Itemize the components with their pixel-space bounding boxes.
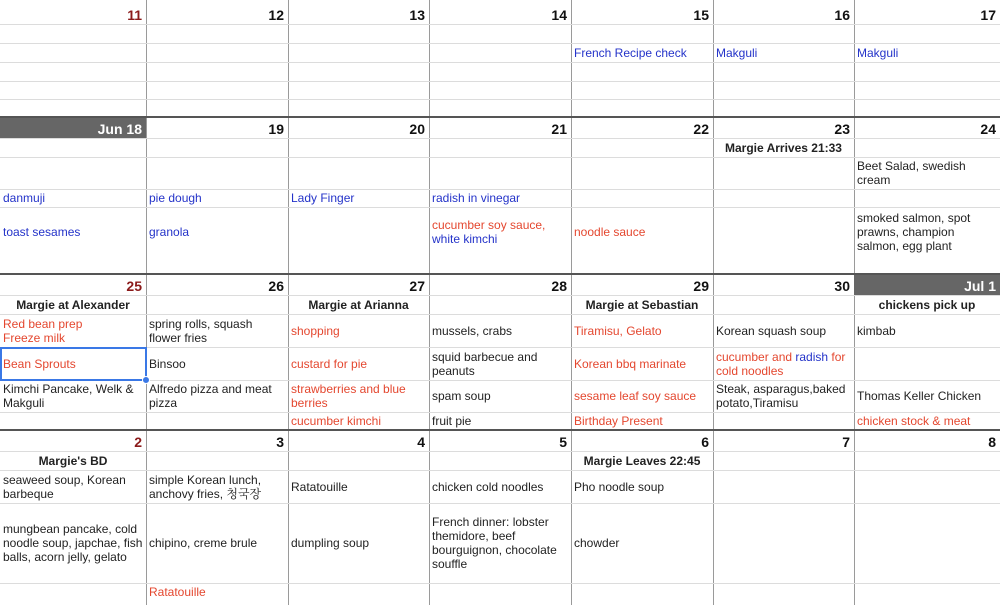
- day-number[interactable]: 26: [268, 278, 284, 294]
- event-cell[interactable]: pie dough: [149, 191, 202, 205]
- row-divider: [0, 99, 1000, 100]
- day-number[interactable]: 3: [276, 434, 284, 450]
- event-cell[interactable]: chowder: [574, 536, 620, 550]
- event-cell[interactable]: [429, 207, 571, 257]
- event-cell[interactable]: French Recipe check: [574, 45, 687, 60]
- week-row: [0, 118, 1000, 274]
- event-cell[interactable]: Birthday Present: [574, 413, 663, 428]
- day-number[interactable]: 6: [701, 434, 709, 450]
- event-cell[interactable]: chicken cold noodles: [432, 479, 544, 494]
- day-number[interactable]: 17: [980, 7, 996, 23]
- event-cell[interactable]: Makguli: [857, 45, 899, 60]
- event-text-blue: radish: [795, 349, 829, 364]
- event-text: [3, 317, 82, 345]
- day-number-month-start[interactable]: Jul 1: [854, 275, 1000, 295]
- row-divider: [0, 81, 1000, 82]
- event-cell[interactable]: mungbean pancake, cold noodle soup, japchae, fish balls, acorn jelly, gelato: [3, 522, 143, 564]
- day-header-event[interactable]: Margie Arrives 21:33: [725, 140, 842, 155]
- event-cell[interactable]: smoked salmon, spot prawns, champion salmon, egg plant: [857, 211, 971, 253]
- row-divider: [0, 295, 1000, 296]
- event-cell[interactable]: toast sesames: [3, 225, 81, 239]
- day-number[interactable]: 24: [980, 121, 996, 137]
- event-cell[interactable]: dumpling soup: [291, 536, 370, 550]
- event-cell[interactable]: noodle sauce: [574, 225, 646, 239]
- week-row: [0, 275, 1000, 430]
- day-number[interactable]: 22: [693, 121, 709, 137]
- event-text-red: cucumber and: [716, 349, 793, 364]
- event-cell[interactable]: [0, 314, 146, 347]
- day-number[interactable]: 20: [409, 121, 425, 137]
- day-header-event[interactable]: Margie at Alexander: [16, 297, 130, 312]
- event-text-red: cucumber soy sauce,: [432, 218, 546, 232]
- event-cell[interactable]: mussels, crabs: [432, 323, 513, 338]
- event-text-blue: white kimchi: [432, 232, 498, 246]
- event-cell[interactable]: Makguli: [716, 45, 758, 60]
- day-number[interactable]: 25: [126, 278, 142, 294]
- event-cell[interactable]: squid barbecue and peanuts: [432, 349, 538, 378]
- event-cell[interactable]: chipino, creme brule: [149, 536, 258, 550]
- day-header-event[interactable]: Margie at Arianna: [308, 297, 409, 312]
- day-number[interactable]: 11: [127, 7, 142, 23]
- week-row: [0, 431, 1000, 605]
- day-number[interactable]: 28: [551, 278, 567, 294]
- event-cell[interactable]: Binsoo: [149, 356, 186, 371]
- day-number[interactable]: 16: [834, 7, 850, 23]
- event-cell[interactable]: Thomas Keller Chicken: [857, 389, 982, 403]
- event-cell[interactable]: sesame leaf soy sauce: [574, 389, 697, 403]
- event-cell[interactable]: Korean squash soup: [716, 323, 827, 338]
- day-number[interactable]: 29: [693, 278, 709, 294]
- day-number[interactable]: 27: [409, 278, 425, 294]
- day-header-event[interactable]: Margie's BD: [38, 453, 108, 468]
- day-number-month-start[interactable]: Jun 18: [0, 118, 146, 138]
- day-header-event[interactable]: Margie at Sebastian: [585, 297, 699, 312]
- selected-cell[interactable]: Bean Sprouts: [0, 347, 147, 381]
- event-cell[interactable]: fruit pie: [432, 413, 472, 428]
- row-divider: [0, 451, 1000, 452]
- event-cell[interactable]: spam soup: [432, 389, 491, 403]
- row-divider: [0, 157, 1000, 158]
- row-divider: [0, 24, 1000, 25]
- day-number[interactable]: 30: [834, 278, 850, 294]
- day-number[interactable]: 21: [551, 121, 567, 137]
- event-cell[interactable]: shopping: [291, 323, 340, 338]
- event-cell[interactable]: Pho noodle soup: [574, 479, 665, 494]
- day-header-event[interactable]: Margie Leaves 22:45: [583, 453, 701, 468]
- day-number[interactable]: 12: [268, 7, 284, 23]
- event-line: Red bean prep: [3, 316, 83, 331]
- day-number[interactable]: 5: [559, 434, 567, 450]
- event-cell[interactable]: [713, 347, 854, 380]
- event-text-red: for cold noodles: [716, 349, 846, 378]
- day-number[interactable]: 7: [842, 434, 850, 450]
- event-cell[interactable]: custard for pie: [291, 356, 368, 371]
- day-number[interactable]: 14: [551, 7, 567, 23]
- day-number[interactable]: 15: [693, 7, 709, 23]
- day-number[interactable]: 13: [409, 7, 425, 23]
- event-cell[interactable]: cucumber kimchi: [291, 413, 382, 428]
- event-cell[interactable]: spring rolls, squash flower fries: [149, 316, 253, 345]
- event-cell[interactable]: Lady Finger: [291, 191, 355, 205]
- event-cell[interactable]: danmuji: [3, 191, 46, 205]
- day-header-event[interactable]: chickens pick up: [878, 297, 976, 312]
- row-divider: [0, 62, 1000, 63]
- event-cell[interactable]: French dinner: lobster themidore, beef bourguignon, chocolate souffle: [432, 515, 557, 571]
- day-number[interactable]: 4: [417, 434, 425, 450]
- event-cell[interactable]: chicken stock & meat: [857, 413, 971, 428]
- event-cell[interactable]: Tiramisu, Gelato: [574, 323, 662, 338]
- event-line: Freeze milk: [3, 330, 66, 345]
- event-cell[interactable]: Kimchi Pancake, Welk & Makguli: [3, 382, 134, 410]
- week-row: [0, 0, 1000, 117]
- day-number[interactable]: 2: [134, 434, 142, 450]
- event-cell[interactable]: Korean bbq marinate: [574, 356, 687, 371]
- event-text: [716, 350, 851, 378]
- event-cell[interactable]: Beet Salad, swedish cream: [857, 159, 966, 187]
- event-cell[interactable]: granola: [149, 225, 190, 239]
- event-cell[interactable]: strawberries and blue berries: [291, 382, 406, 410]
- event-cell[interactable]: Alfredo pizza and meat pizza: [149, 382, 272, 410]
- event-cell[interactable]: kimbab: [857, 323, 896, 338]
- event-cell[interactable]: Ratatouille: [291, 479, 348, 494]
- day-number[interactable]: 23: [834, 121, 850, 137]
- event-cell[interactable]: seaweed soup, Korean barbeque: [3, 472, 126, 501]
- day-number[interactable]: 8: [988, 434, 996, 450]
- event-cell[interactable]: simple Korean lunch, anchovy fries, 청국장: [149, 472, 262, 501]
- event-text: [432, 218, 545, 246]
- event-cell[interactable]: radish in vinegar: [432, 191, 521, 205]
- event-cell[interactable]: Ratatouille: [149, 585, 206, 599]
- event-cell[interactable]: Steak, asparagus,baked potato,Tiramisu: [716, 382, 846, 410]
- day-number[interactable]: 19: [268, 121, 284, 137]
